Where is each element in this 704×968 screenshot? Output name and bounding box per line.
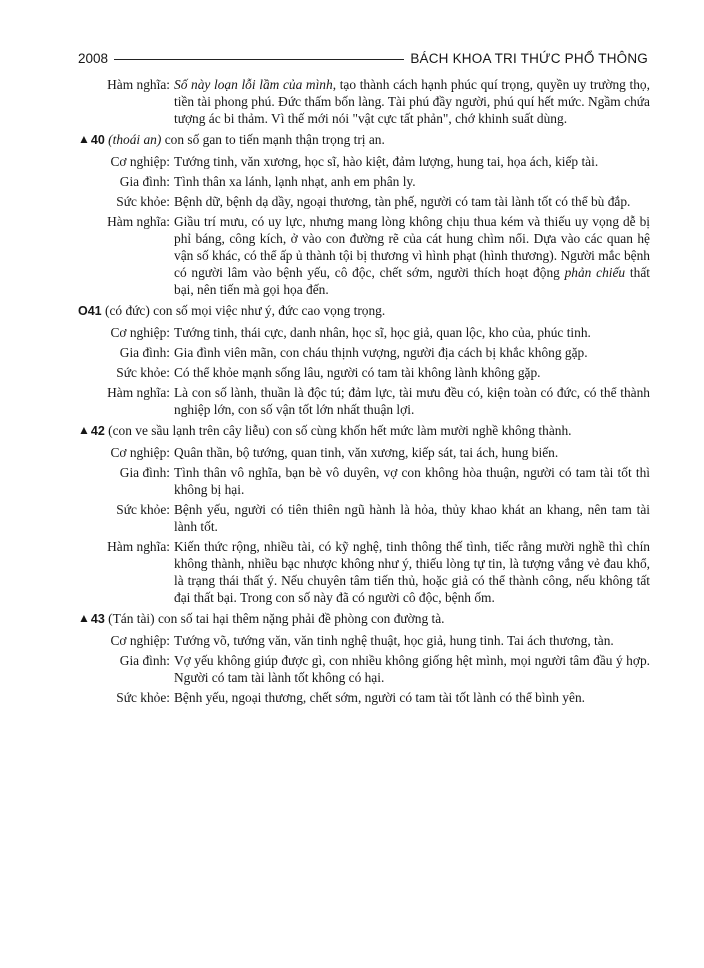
- entry-name: (thoái an): [108, 132, 162, 147]
- entry-43-heading: [78, 610, 650, 628]
- entry-43-career: [78, 632, 650, 649]
- field-label: Cơ nghiệp:: [110, 445, 170, 460]
- entry-41-family: [78, 344, 650, 361]
- entry-description: con số gan to tiến mạnh thận trọng trị an.: [161, 132, 385, 147]
- field-label: Gia đình:: [119, 345, 170, 360]
- entry-number: 40: [90, 133, 105, 147]
- field-label: Sức khỏe:: [116, 365, 170, 380]
- circle-marker-icon: O: [78, 304, 88, 318]
- page-number: 2008: [78, 50, 109, 66]
- entry-40-meaning: [78, 213, 650, 298]
- field-text: Tình thân xa lánh, lạnh nhạt, anh em phân ly.: [174, 174, 416, 189]
- entry-40-career: [78, 153, 650, 170]
- field-label: Sức khỏe:: [116, 690, 170, 705]
- entry-41-meaning: [78, 384, 650, 418]
- field-text: Gia đình viên mãn, con cháu thịnh vượng, người địa cách bị khắc không gặp.: [174, 345, 588, 360]
- field-label: Sức khỏe:: [116, 194, 170, 209]
- entry-41-health: [78, 364, 650, 381]
- field-text: Tình thân vô nghĩa, bạn bè vô duyên, vợ con không hòa thuận, người có tam tài tốt thì không bị hại.: [174, 465, 650, 497]
- field-label: Gia đình:: [119, 174, 170, 189]
- entry-number: 42: [90, 424, 105, 438]
- field-label: Hàm nghĩa:: [107, 214, 170, 229]
- triangle-marker-icon: ▲: [78, 611, 90, 625]
- entry-42-career: [78, 444, 650, 461]
- entry-41-heading: [78, 302, 650, 320]
- entry-43-health: [78, 689, 650, 706]
- field-text: Tướng tinh, văn xương, học sĩ, hào kiệt, đảm lượng, hung tai, họa ách, kiếp tài.: [174, 154, 599, 169]
- entry-40-health: [78, 193, 650, 210]
- entry-40-heading: [78, 131, 650, 149]
- field-text: Tướng võ, tướng văn, văn tinh nghệ thuật, học giả, hung tinh. Tai ách thương, tàn.: [174, 633, 614, 648]
- entry-41-career: [78, 324, 650, 341]
- field-text: Kiến thức rộng, nhiều tài, có kỹ nghệ, tinh thông thế tình, tiếc rằng mười nghề thì chín không thành, nhiều bạc nhược không như ý, thiếu lòng tự tin, là tượng vắng vẻ đau khổ, là trạng thái thất ý. Nếu chuyên tâm tiến thủ, hoặc giả có thể thành công, nếu không tất đại thất bại. Trong con số này đã có người cô độc, bệnh ốm.: [174, 539, 650, 605]
- field-text: Bệnh yếu, người có tiên thiên ngũ hành là hỏa, thủy khao khát an khang, nên tam tài lành tốt.: [174, 502, 650, 534]
- field-label: Cơ nghiệp:: [110, 325, 170, 340]
- field-text: Số này loạn lỗi lầm của mình, tạo thành cách hạnh phúc quí trọng, quyền uy trường thọ, tiền tài phong phú. Đức thấm bốn làng. Tài phú đầy người, phú quí hết mức. Ngầm chứa tượng ác bi thảm. Vì thế mới nói "vật cực tất phản", chớ khinh suất dùng.: [174, 77, 650, 126]
- book-title: BÁCH KHOA TRI THỨC PHỔ THÔNG: [410, 50, 648, 66]
- entry-42-health: [78, 501, 650, 535]
- entry-39-meaning: [78, 76, 650, 127]
- field-text: Là con số lành, thuần là độc tú; đảm lực, tài mưu đều có, kiện toàn có đức, có thể thành nghiệp lớn, con số vận tốt lớn nhất thuận lợi.: [174, 385, 650, 417]
- field-label: Sức khỏe:: [116, 502, 170, 517]
- field-text: Bệnh dữ, bệnh dạ dầy, ngoại thương, tàn phế, người có tam tài lành tốt có thể bù đắp.: [174, 194, 631, 209]
- triangle-marker-icon: ▲: [78, 132, 90, 146]
- entry-40-family: [78, 173, 650, 190]
- entry-description: con số mọi việc như ý, đức cao vọng trọng.: [149, 303, 386, 318]
- field-label: Hàm nghĩa:: [107, 385, 170, 400]
- entry-name: (có đức): [105, 303, 150, 318]
- field-text: Bệnh yếu, ngoại thương, chết sớm, người có tam tài tốt lành có thể bình yên.: [174, 690, 585, 705]
- entry-43-family: [78, 652, 650, 686]
- header-rule: [114, 59, 404, 60]
- field-label: Hàm nghĩa:: [107, 539, 170, 554]
- page-body: [78, 76, 650, 709]
- field-label: Gia đình:: [119, 653, 170, 668]
- field-text: Tướng tinh, thái cực, danh nhân, học sĩ, học giả, quan lộc, kho của, phúc tinh.: [174, 325, 591, 340]
- field-label: Gia đình:: [119, 465, 170, 480]
- field-text: Giầu trí mưu, có uy lực, nhưng mang lòng không chịu thua kém và thiếu uy vọng dễ bị phỉ báng, công kích, ở vào con đường rẽ của cát hung chìm nổi. Dựa vào các quan hệ vận số khác, có thể ấp ủ thành tội bị thương vì hình phạt (hình thương). Người mắc bệnh có người lâm vào bệnh yếu, cô độc, chết sớm, người thích hoạt động phản chiếu thất bại, nên tiến mà gọi họa đến.: [174, 214, 650, 297]
- entry-42-meaning: [78, 538, 650, 606]
- entry-number: 41: [87, 304, 102, 318]
- field-label: Cơ nghiệp:: [110, 633, 170, 648]
- field-label: Cơ nghiệp:: [110, 154, 170, 169]
- entry-42-heading: [78, 422, 650, 440]
- field-text: Có thể khỏe mạnh sống lâu, người có tam tài không lành không gặp.: [174, 365, 541, 380]
- entry-number: 43: [90, 612, 105, 626]
- entry-description: (con ve sầu lạnh trên cây liễu) con số cùng khốn hết mức làm mười nghề không thành.: [104, 423, 572, 438]
- running-header: [78, 47, 648, 69]
- field-text: Vợ yếu không giúp được gì, con nhiều không giống hệt mình, mọi người tâm đầu ý hợp. Người có tam tài lành tốt không có hại.: [174, 653, 650, 685]
- field-text: Quân thần, bộ tướng, quan tinh, văn xương, kiếp sát, tai ách, hung biến.: [174, 445, 559, 460]
- triangle-marker-icon: ▲: [78, 423, 90, 437]
- field-label: Hàm nghĩa:: [107, 77, 170, 92]
- entry-description: (Tán tài) con số tai hại thêm nặng phải đề phòng con đường tà.: [104, 611, 445, 626]
- entry-42-family: [78, 464, 650, 498]
